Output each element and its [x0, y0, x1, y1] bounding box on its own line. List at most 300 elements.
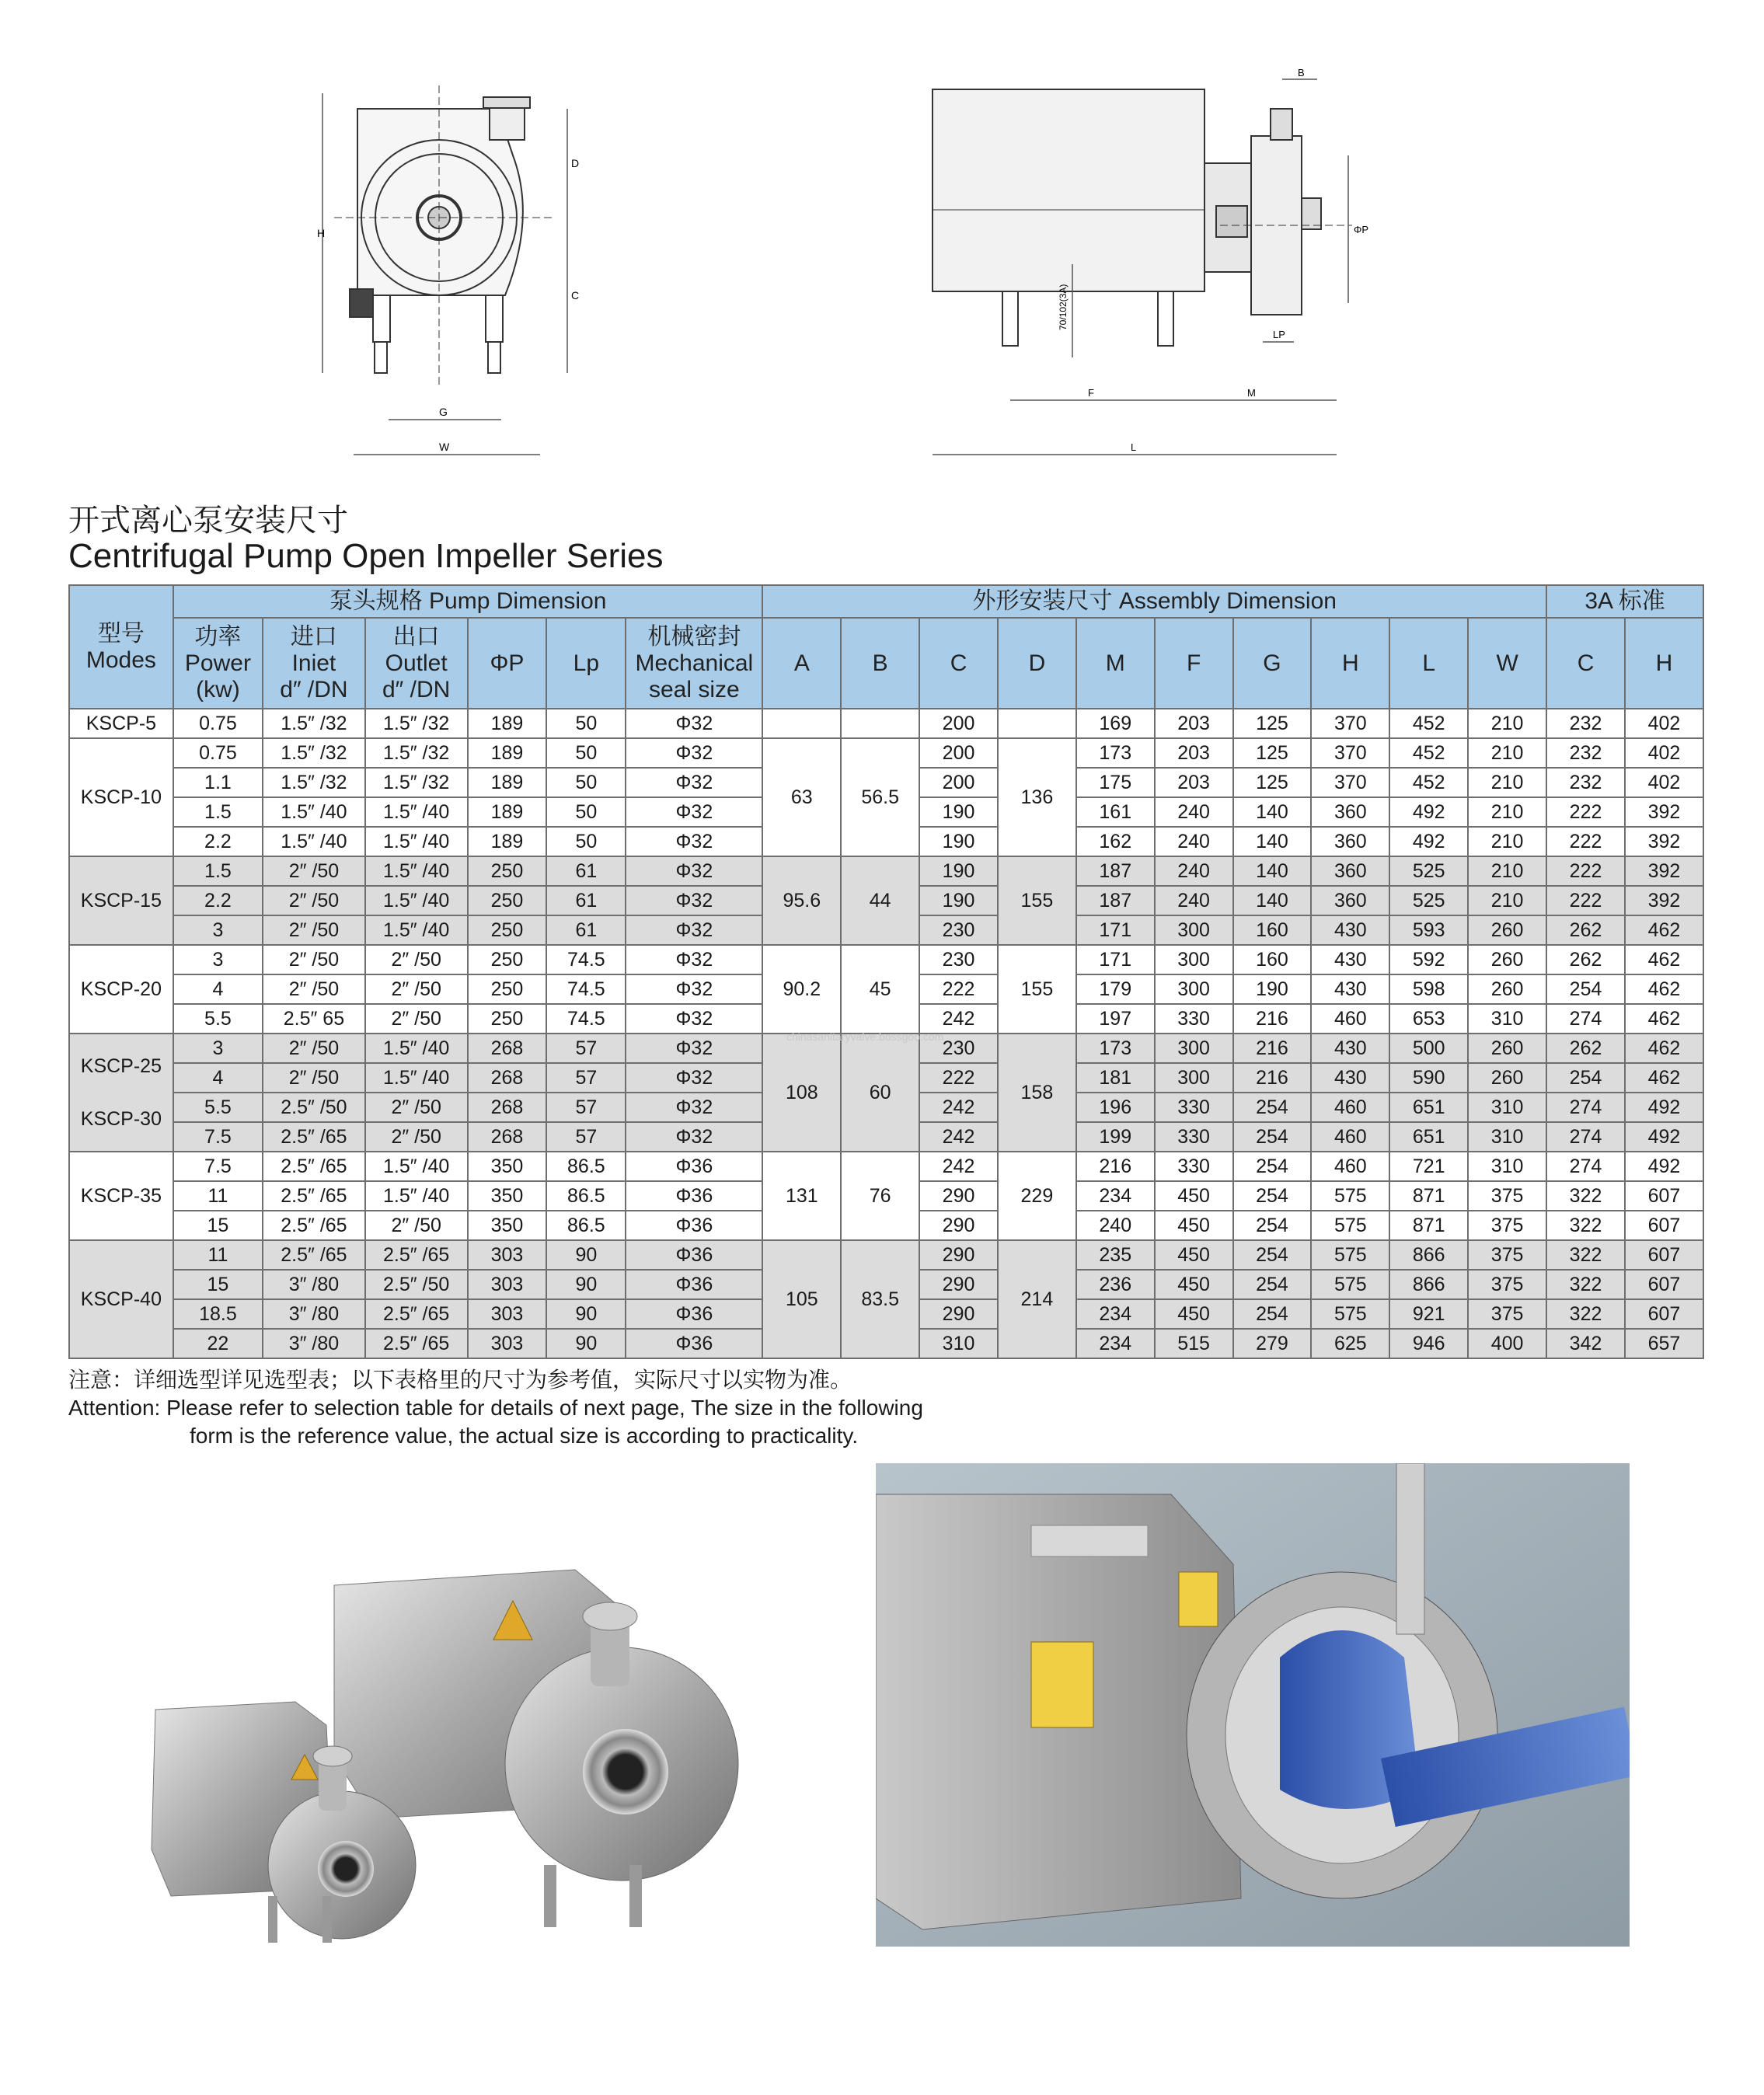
table-cell: 57	[546, 1093, 626, 1122]
table-cell: 1.5″ /40	[365, 1034, 468, 1063]
table-cell: Φ32	[626, 709, 762, 738]
table-cell: 61	[546, 856, 626, 886]
table-cell: 74.5	[546, 945, 626, 974]
table-cell: 651	[1389, 1122, 1468, 1152]
header-h-3a: H	[1625, 618, 1703, 709]
table-cell: 230	[919, 1034, 998, 1063]
table-cell: Φ32	[626, 856, 762, 886]
table-cell: 189	[468, 827, 547, 856]
header-c-3a: C	[1546, 618, 1625, 709]
header-l: L	[1389, 618, 1468, 709]
model-cell: KSCP-40	[69, 1240, 173, 1358]
table-cell: 290	[919, 1270, 998, 1299]
table-cell: 460	[1311, 1004, 1389, 1034]
table-cell: 76	[841, 1152, 919, 1240]
table-cell: 196	[1076, 1093, 1155, 1122]
table-cell: 222	[1546, 827, 1625, 856]
table-cell: 350	[468, 1152, 547, 1181]
table-cell: 171	[1076, 945, 1155, 974]
table-cell: 1.5″ /40	[365, 1181, 468, 1211]
table-cell: 200	[919, 768, 998, 797]
table-cell: 254	[1233, 1093, 1312, 1122]
header-3a-standard: 3A 标准	[1546, 585, 1703, 618]
header-b: B	[841, 618, 919, 709]
table-row	[69, 709, 1703, 738]
table-cell: 3″ /80	[263, 1270, 365, 1299]
table-cell: 240	[1155, 886, 1233, 915]
table-cell: 1.5″ /32	[263, 709, 365, 738]
table-cell: 392	[1625, 856, 1703, 886]
table-cell: Φ32	[626, 1063, 762, 1093]
dim-label-h: H	[317, 227, 326, 239]
table-cell: 592	[1389, 945, 1468, 974]
table-cell: 200	[919, 738, 998, 768]
table-cell: 322	[1546, 1240, 1625, 1270]
table-cell: 7.5	[173, 1152, 263, 1181]
table-cell: 607	[1625, 1270, 1703, 1299]
table-cell: 350	[468, 1181, 547, 1211]
table-cell: 279	[1233, 1329, 1312, 1358]
table-cell: 254	[1233, 1270, 1312, 1299]
table-cell: 300	[1155, 1034, 1233, 1063]
table-cell: 74.5	[546, 974, 626, 1004]
header-seal: 机械密封 Mechanical seal size	[626, 618, 762, 709]
table-cell: 303	[468, 1329, 547, 1358]
table-cell: 310	[1468, 1093, 1546, 1122]
table-cell: 260	[1468, 945, 1546, 974]
table-cell: 450	[1155, 1240, 1233, 1270]
table-cell: 236	[1076, 1270, 1155, 1299]
table-cell: 222	[1546, 886, 1625, 915]
table-cell: 11	[173, 1240, 263, 1270]
table-cell: 452	[1389, 709, 1468, 738]
table-cell: 330	[1155, 1093, 1233, 1122]
table-cell: 268	[468, 1122, 547, 1152]
table-cell: 310	[1468, 1152, 1546, 1181]
table-cell: 322	[1546, 1211, 1625, 1240]
table-cell: 3	[173, 915, 263, 945]
table-cell	[998, 709, 1076, 738]
table-cell: 230	[919, 915, 998, 945]
table-cell: 254	[1233, 1181, 1312, 1211]
table-cell: Φ32	[626, 768, 762, 797]
table-cell: 90	[546, 1270, 626, 1299]
table-cell: 452	[1389, 738, 1468, 768]
table-cell: 60	[841, 1034, 919, 1152]
table-cell: 160	[1233, 945, 1312, 974]
table-cell: 260	[1468, 974, 1546, 1004]
table-cell: 290	[919, 1181, 998, 1211]
table-cell: 2.5″ /65	[365, 1299, 468, 1329]
table-cell: 260	[1468, 915, 1546, 945]
table-cell: 300	[1155, 915, 1233, 945]
table-cell: 310	[1468, 1122, 1546, 1152]
table-cell: 161	[1076, 797, 1155, 827]
header-outlet: 出口 Outlet d″ /DN	[365, 618, 468, 709]
table-cell: 200	[919, 709, 998, 738]
table-cell: 90	[546, 1299, 626, 1329]
table-cell: 222	[919, 974, 998, 1004]
table-cell: 44	[841, 856, 919, 945]
table-cell: 0.75	[173, 709, 263, 738]
table-cell: 210	[1468, 709, 1546, 738]
table-cell: 86.5	[546, 1211, 626, 1240]
table-cell: 653	[1389, 1004, 1468, 1034]
table-cell: Φ32	[626, 1093, 762, 1122]
table-cell: 90	[546, 1329, 626, 1358]
table-cell: 216	[1233, 1034, 1312, 1063]
table-cell: 254	[1233, 1240, 1312, 1270]
table-cell: Φ32	[626, 974, 762, 1004]
table-cell: 607	[1625, 1240, 1703, 1270]
table-cell: 1.5″ /40	[365, 797, 468, 827]
table-cell: 1.5″ /32	[365, 738, 468, 768]
table-cell: 250	[468, 856, 547, 886]
table-cell: 3	[173, 1034, 263, 1063]
table-cell: 63	[762, 738, 841, 856]
table-row	[69, 1240, 1703, 1270]
table-cell: 190	[919, 886, 998, 915]
table-cell: Φ36	[626, 1240, 762, 1270]
table-cell: 216	[1076, 1152, 1155, 1181]
table-cell: 2″ /50	[365, 1093, 468, 1122]
dim-label-lp: LP	[1273, 329, 1285, 340]
table-cell: 2.5″ /65	[263, 1122, 365, 1152]
table-cell: 131	[762, 1152, 841, 1240]
header-lp: Lp	[546, 618, 626, 709]
table-cell: 203	[1155, 768, 1233, 797]
table-cell: 2″ /50	[263, 945, 365, 974]
header-assembly-dimension: 外形安装尺寸 Assembly Dimension	[762, 585, 1546, 618]
header-g: G	[1233, 618, 1312, 709]
table-cell: 2″ /50	[263, 886, 365, 915]
table-cell: 1.5″ /40	[365, 1063, 468, 1093]
table-cell: 57	[546, 1034, 626, 1063]
table-cell: 57	[546, 1063, 626, 1093]
table-cell: 2″ /50	[263, 974, 365, 1004]
table-cell: 7.5	[173, 1122, 263, 1152]
table-cell: 402	[1625, 738, 1703, 768]
table-cell: 190	[1233, 974, 1312, 1004]
table-cell: 1.5″ /40	[365, 1152, 468, 1181]
table-cell: 1.5″ /32	[263, 768, 365, 797]
dim-label-f: F	[1088, 387, 1094, 399]
product-photo-pumps	[140, 1523, 800, 1958]
table-cell: Φ36	[626, 1329, 762, 1358]
table-cell: 155	[998, 945, 1076, 1034]
note-english-line1: Attention: Please refer to selection table for details of next page, The size in the following	[68, 1396, 923, 1420]
table-cell: 187	[1076, 856, 1155, 886]
dim-label-m: M	[1247, 387, 1256, 399]
table-cell: 232	[1546, 738, 1625, 768]
dim-label-g: G	[439, 406, 448, 418]
table-cell: 189	[468, 797, 547, 827]
table-cell: 1.5″ /40	[263, 827, 365, 856]
table-cell: 2.5″ /50	[263, 1093, 365, 1122]
table-cell: 173	[1076, 1034, 1155, 1063]
table-cell: 56.5	[841, 738, 919, 856]
table-cell: 3	[173, 945, 263, 974]
table-cell: 203	[1155, 709, 1233, 738]
table-cell: 375	[1468, 1240, 1546, 1270]
notes	[68, 1366, 923, 1450]
table-cell: 242	[919, 1004, 998, 1034]
table-cell: 0.75	[173, 738, 263, 768]
table-cell: 921	[1389, 1299, 1468, 1329]
table-cell: 370	[1311, 709, 1389, 738]
table-cell: 598	[1389, 974, 1468, 1004]
table-cell: 262	[1546, 945, 1625, 974]
table-cell: 240	[1155, 856, 1233, 886]
model-cell: KSCP-25 KSCP-30	[69, 1034, 173, 1152]
table-cell: 1.5″ /40	[263, 797, 365, 827]
table-cell: 375	[1468, 1299, 1546, 1329]
table-cell: 222	[1546, 856, 1625, 886]
table-cell: 575	[1311, 1299, 1389, 1329]
table-cell: 300	[1155, 945, 1233, 974]
table-cell: 199	[1076, 1122, 1155, 1152]
table-cell: 2″ /50	[365, 1211, 468, 1240]
table-cell: 1.5″ /40	[365, 886, 468, 915]
model-cell: KSCP-35	[69, 1152, 173, 1240]
table-cell: 375	[1468, 1270, 1546, 1299]
table-cell: Φ36	[626, 1270, 762, 1299]
dim-label-c: C	[571, 289, 580, 302]
table-cell: 262	[1546, 915, 1625, 945]
table-cell: 74.5	[546, 1004, 626, 1034]
table-cell: 254	[1546, 974, 1625, 1004]
table-cell: 189	[468, 768, 547, 797]
table-cell: 158	[998, 1034, 1076, 1152]
table-cell: 210	[1468, 797, 1546, 827]
table-cell: 274	[1546, 1122, 1625, 1152]
table-cell: 2.5″ /65	[263, 1211, 365, 1240]
table-cell: 162	[1076, 827, 1155, 856]
table-cell: 360	[1311, 856, 1389, 886]
table-cell: 50	[546, 709, 626, 738]
table-cell: 462	[1625, 1063, 1703, 1093]
table-cell: 125	[1233, 768, 1312, 797]
table-cell: 234	[1076, 1299, 1155, 1329]
table-cell: 375	[1468, 1211, 1546, 1240]
table-cell: 83.5	[841, 1240, 919, 1358]
table-cell: Φ32	[626, 886, 762, 915]
dim-label-b: B	[1298, 67, 1305, 78]
table-cell: 175	[1076, 768, 1155, 797]
table-cell: 2.5″ /50	[365, 1270, 468, 1299]
table-cell: 330	[1155, 1122, 1233, 1152]
table-cell: 450	[1155, 1299, 1233, 1329]
table-cell: 268	[468, 1034, 547, 1063]
table-cell: 2.5″ /65	[365, 1240, 468, 1270]
table-cell: 210	[1468, 827, 1546, 856]
table-cell: 260	[1468, 1034, 1546, 1063]
table-cell: 22	[173, 1329, 263, 1358]
title-chinese: 开式离心泵安装尺寸	[68, 504, 348, 538]
table-cell: 2.2	[173, 886, 263, 915]
table-cell: 5.5	[173, 1004, 263, 1034]
table-cell: Φ32	[626, 1122, 762, 1152]
table-cell: 2″ /50	[365, 1004, 468, 1034]
table-cell: 15	[173, 1211, 263, 1240]
table-cell: 140	[1233, 797, 1312, 827]
table-cell: 492	[1389, 827, 1468, 856]
product-photo-cutaway	[876, 1463, 1630, 1947]
header-phip: ΦP	[468, 618, 547, 709]
table-cell: 242	[919, 1122, 998, 1152]
table-cell: 254	[1233, 1122, 1312, 1152]
table-row	[69, 856, 1703, 886]
table-cell: 300	[1155, 1063, 1233, 1093]
watermark: chinasanitaryvalve.bossgoo.com	[786, 1030, 944, 1043]
table-cell: Φ36	[626, 1299, 762, 1329]
table-cell: 90	[546, 1240, 626, 1270]
table-cell: 370	[1311, 738, 1389, 768]
note-english-line2: form is the reference value, the actual size is according to practicality.	[190, 1424, 859, 1448]
table-cell: 197	[1076, 1004, 1155, 1034]
table-cell: 360	[1311, 797, 1389, 827]
table-cell: 492	[1625, 1152, 1703, 1181]
table-cell: 1.5″ /32	[365, 709, 468, 738]
table-cell: 240	[1155, 827, 1233, 856]
table-cell: 2.5″ /65	[263, 1152, 365, 1181]
table-cell: Φ32	[626, 738, 762, 768]
table-cell: 1.5	[173, 797, 263, 827]
table-cell: 250	[468, 915, 547, 945]
model-cell: KSCP-5	[69, 709, 173, 738]
table-cell: 1.5″ /40	[365, 827, 468, 856]
table-cell: 140	[1233, 827, 1312, 856]
table-cell: 250	[468, 974, 547, 1004]
table-cell: 214	[998, 1240, 1076, 1358]
table-cell: 402	[1625, 709, 1703, 738]
table-cell: 50	[546, 768, 626, 797]
table-cell: 721	[1389, 1152, 1468, 1181]
table-cell: 232	[1546, 768, 1625, 797]
table-row	[69, 738, 1703, 768]
table-cell: 462	[1625, 974, 1703, 1004]
table-cell: 303	[468, 1299, 547, 1329]
table-cell: 462	[1625, 915, 1703, 945]
table-cell: 460	[1311, 1122, 1389, 1152]
table-cell: 232	[1546, 709, 1625, 738]
table-cell: 946	[1389, 1329, 1468, 1358]
table-cell: 254	[1233, 1152, 1312, 1181]
table-cell: 525	[1389, 856, 1468, 886]
table-cell: 525	[1389, 886, 1468, 915]
table-cell: 2″ /50	[365, 1122, 468, 1152]
table-cell: 607	[1625, 1299, 1703, 1329]
table-cell: 871	[1389, 1211, 1468, 1240]
table-cell: 3″ /80	[263, 1329, 365, 1358]
title-english: Centrifugal Pump Open Impeller Series	[68, 537, 664, 575]
table-cell: 173	[1076, 738, 1155, 768]
table-cell: 651	[1389, 1093, 1468, 1122]
table-cell: 515	[1155, 1329, 1233, 1358]
table-cell: 222	[1546, 797, 1625, 827]
table-cell: 1.5″ /32	[263, 738, 365, 768]
table-cell: 216	[1233, 1063, 1312, 1093]
table-cell: 140	[1233, 886, 1312, 915]
table-cell: 86.5	[546, 1152, 626, 1181]
front-view-drawing	[311, 62, 591, 466]
table-cell: 189	[468, 709, 547, 738]
table-cell: 575	[1311, 1181, 1389, 1211]
side-view-drawing	[917, 62, 1399, 466]
table-cell: 86.5	[546, 1181, 626, 1211]
table-cell: 330	[1155, 1152, 1233, 1181]
table-cell: 2.5″ /65	[365, 1329, 468, 1358]
header-h: H	[1311, 618, 1389, 709]
table-cell: 322	[1546, 1270, 1625, 1299]
table-cell: 250	[468, 1004, 547, 1034]
table-cell: Φ32	[626, 945, 762, 974]
table-cell: Φ32	[626, 1004, 762, 1034]
table-cell: 240	[1076, 1211, 1155, 1240]
table-cell: 2″ /50	[263, 915, 365, 945]
table-cell: 500	[1389, 1034, 1468, 1063]
table-cell: 229	[998, 1152, 1076, 1240]
table-cell: 57	[546, 1122, 626, 1152]
table-cell: 430	[1311, 1063, 1389, 1093]
table-cell: 1.5″ /40	[365, 915, 468, 945]
table-cell: 492	[1625, 1093, 1703, 1122]
table-cell: 190	[919, 797, 998, 827]
table-cell: 190	[919, 856, 998, 886]
table-cell: 45	[841, 945, 919, 1034]
table-row	[69, 945, 1703, 974]
table-cell: 240	[1155, 797, 1233, 827]
table-cell: 370	[1311, 768, 1389, 797]
table-cell: Φ32	[626, 915, 762, 945]
table-cell: 15	[173, 1270, 263, 1299]
note-chinese: 注意：详细选型详见选型表；以下表格里的尺寸为参考值，实际尺寸以实物为准。	[68, 1368, 852, 1392]
table-cell: 492	[1389, 797, 1468, 827]
table-cell: 462	[1625, 1034, 1703, 1063]
table-cell: 430	[1311, 945, 1389, 974]
table-cell: 268	[468, 1063, 547, 1093]
table-cell: 250	[468, 945, 547, 974]
dim-label-d: D	[571, 157, 580, 169]
table-cell: 274	[1546, 1152, 1625, 1181]
table-cell: 210	[1468, 738, 1546, 768]
table-cell: Φ36	[626, 1152, 762, 1181]
dim-label-height-note: 70/102(3A)	[1058, 284, 1069, 330]
table-cell: 242	[919, 1152, 998, 1181]
table-cell: 492	[1625, 1122, 1703, 1152]
table-cell: 310	[919, 1329, 998, 1358]
table-cell: 452	[1389, 768, 1468, 797]
header-pump-dimension: 泵头规格 Pump Dimension	[173, 585, 763, 618]
table-cell: 61	[546, 915, 626, 945]
table-cell: 310	[1468, 1004, 1546, 1034]
table-cell: 2.5″ /65	[263, 1181, 365, 1211]
table-cell: 322	[1546, 1181, 1625, 1211]
table-cell: 136	[998, 738, 1076, 856]
table-cell: 430	[1311, 1034, 1389, 1063]
table-cell: 1.1	[173, 768, 263, 797]
table-cell: 871	[1389, 1181, 1468, 1211]
table-cell: 360	[1311, 827, 1389, 856]
dim-label-phip: ΦP	[1354, 224, 1369, 235]
table-cell: Φ32	[626, 1034, 762, 1063]
table-cell: 290	[919, 1240, 998, 1270]
header-modes: 型号 Modes	[69, 585, 173, 709]
model-cell: KSCP-15	[69, 856, 173, 945]
dim-label-w: W	[439, 441, 450, 453]
table-cell: 234	[1076, 1181, 1155, 1211]
table-cell: 450	[1155, 1270, 1233, 1299]
